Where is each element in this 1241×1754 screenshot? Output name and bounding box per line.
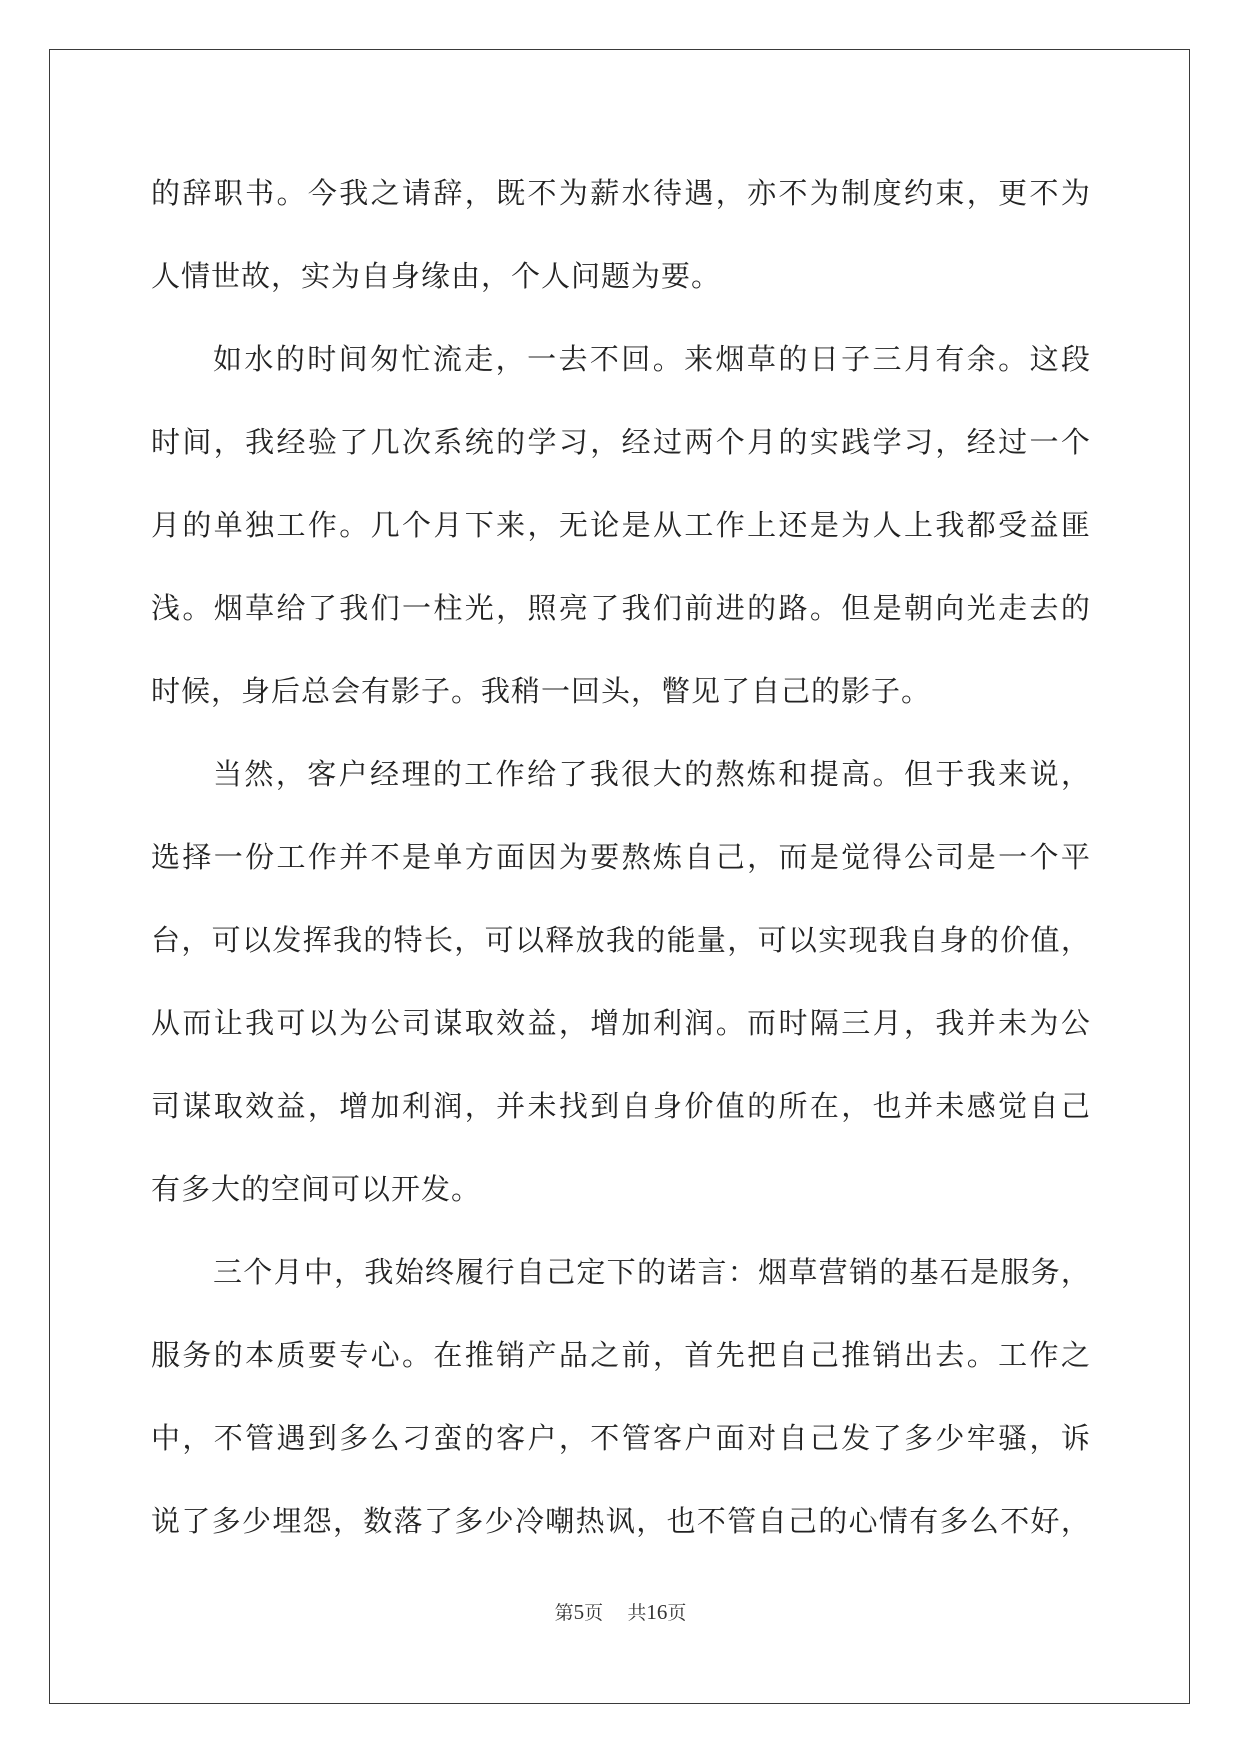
total-prefix: 共	[627, 1602, 647, 1624]
text-line-content: 从 而 让 我 可 以 为 公 司 谋 取 效 益 ， 增 加 利 润 。 而 时 隔 三 月 ， 我 并 未 为 公	[151, 1006, 1091, 1040]
text-line	[151, 235, 1091, 318]
text-line	[151, 484, 1091, 567]
text-line	[151, 816, 1091, 899]
text-line-content: 浅 。 烟 草 给 了 我 们 一 柱 光 ， 照 亮 了 我 们 前 进 的 路 。 但 是 朝 向 光 走 去 的	[151, 591, 1091, 625]
text-line-content: 选 择 一 份 工 作 并 不 是 单 方 面 因 为 要 熬 炼 自 己 ， 而 是 觉 得 公 司 是 一 个 平	[151, 840, 1091, 874]
total-pages: 16	[646, 1600, 668, 1624]
text-line	[151, 1480, 1091, 1563]
page-footer	[0, 1598, 1241, 1625]
page-suffix: 页	[584, 1602, 604, 1624]
text-line-content: 说 了 多 少 埋 怨 ， 数 落 了 多 少 冷 嘲 热 讽 ， 也 不 管 自 己 的 心 情 有 多 么 不 好 ，	[151, 1504, 1091, 1538]
text-line-content: 台 ， 可 以 发 挥 我 的 特 长 ， 可 以 释 放 我 的 能 量 ， 可 以 实 现 我 自 身 的 价 值 ，	[151, 923, 1091, 957]
text-line-content: 时候，身后总会有影子。我稍一回头，瞥见了自己的影子。	[151, 674, 932, 708]
text-line	[151, 1231, 1091, 1314]
text-line-content: 当 然 ， 客 户 经 理 的 工 作 给 了 我 很 大 的 熬 炼 和 提 高 。 但 于 我 来 说 ，	[213, 757, 1091, 791]
text-line-content: 服 务 的 本 质 要 专 心 。 在 推 销 产 品 之 前 ， 首 先 把 自 己 推 销 出 去 。 工 作 之	[151, 1338, 1091, 1372]
text-line-content: 月 的 单 独 工 作 。 几 个 月 下 来 ， 无 论 是 从 工 作 上 还 是 为 人 上 我 都 受 益 匪	[151, 508, 1091, 542]
text-line	[151, 567, 1091, 650]
text-line	[151, 318, 1091, 401]
text-line-content: 时 间 ， 我 经 验 了 几 次 系 统 的 学 习 ， 经 过 两 个 月 的 实 践 学 习 ， 经 过 一 个	[151, 425, 1091, 459]
text-line-content: 人情世故，实为自身缘由，个人问题为要。	[151, 259, 722, 293]
text-line	[151, 1148, 1091, 1231]
text-line-content: 司 谋 取 效 益 ， 增 加 利 润 ， 并 未 找 到 自 身 价 值 的 所 在 ， 也 并 未 感 觉 自 己	[151, 1089, 1091, 1123]
text-line	[151, 650, 1091, 733]
text-line-content: 如 水 的 时 间 匆 忙 流 走 ， 一 去 不 回 。 来 烟 草 的 日 子 三 月 有 余 。 这 段	[213, 342, 1091, 376]
text-line-content: 中 ， 不 管 遇 到 多 么 刁 蛮 的 客 户 ， 不 管 客 户 面 对 自 己 发 了 多 少 牢 骚 ， 诉	[151, 1421, 1091, 1455]
text-line	[151, 982, 1091, 1065]
text-line	[151, 1314, 1091, 1397]
text-line	[151, 401, 1091, 484]
text-line	[151, 152, 1091, 235]
text-line	[151, 1397, 1091, 1480]
page-prefix: 第	[554, 1602, 574, 1624]
page-number: 5	[573, 1600, 585, 1624]
document-body	[151, 152, 1091, 1563]
text-line-content: 三 个 月 中 ， 我 始 终 履 行 自 己 定 下 的 诺 言 ： 烟 草 营 销 的 基 石 是 服 务 ，	[213, 1255, 1091, 1289]
text-line-content: 有多大的空间可以开发。	[151, 1172, 482, 1206]
total-suffix: 页	[667, 1602, 687, 1624]
text-line	[151, 1065, 1091, 1148]
text-line	[151, 733, 1091, 816]
text-line	[151, 899, 1091, 982]
text-line-content: 的 辞 职 书 。 今 我 之 请 辞 ， 既 不 为 薪 水 待 遇 ， 亦 不 为 制 度 约 束 ， 更 不 为	[151, 176, 1091, 210]
